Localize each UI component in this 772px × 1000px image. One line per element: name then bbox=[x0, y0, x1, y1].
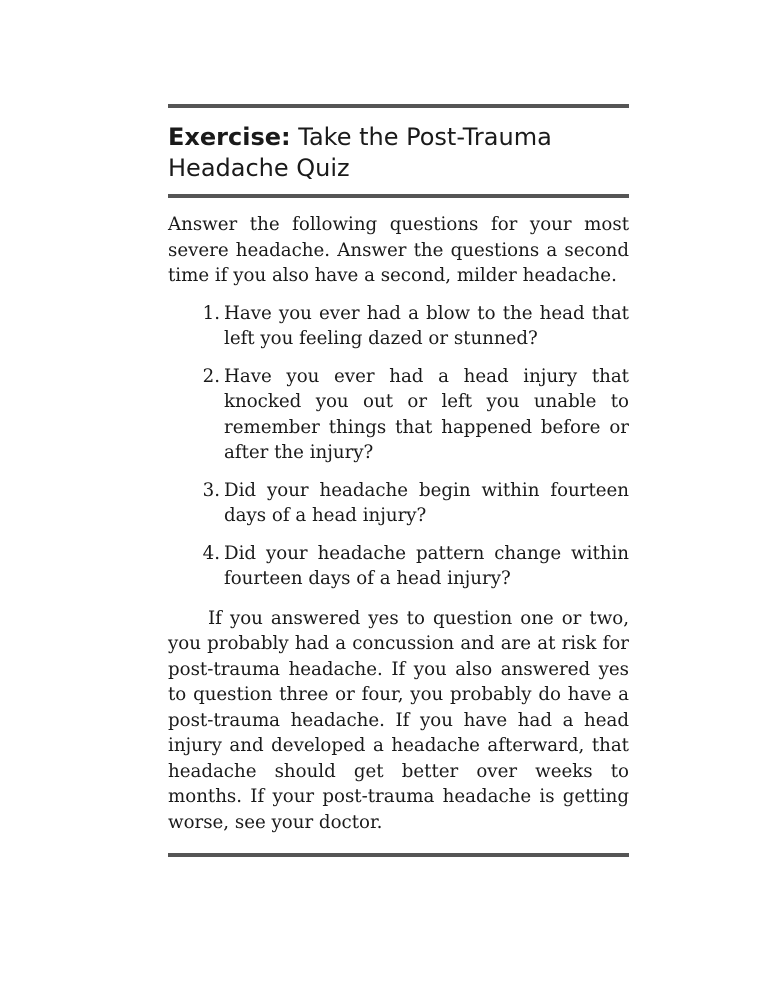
exercise-heading bbox=[168, 122, 629, 184]
question-number: 1. bbox=[202, 302, 220, 324]
question-list bbox=[168, 301, 629, 592]
heading-rule bbox=[168, 194, 629, 198]
question-text: Did your headache pattern change within fourteen days of a head injury? bbox=[224, 542, 629, 589]
question-text: Have you ever had a blow to the head that left you feeling dazed or stunned? bbox=[224, 302, 629, 349]
exercise-box bbox=[168, 104, 629, 857]
bottom-rule bbox=[168, 853, 629, 857]
exercise-body bbox=[168, 212, 629, 835]
question-number: 2. bbox=[202, 365, 220, 387]
top-rule bbox=[168, 104, 629, 108]
question-item bbox=[168, 364, 629, 466]
conclusion-paragraph: If you answered yes to question one or two, you probably had a concussion and are at risk for post-trauma headache. If you also answered yes to question three or four, you probably do have a post-trauma headache. If you have had a head injury and developed a headache afterward, that headache should get better over weeks to months. If your post-trauma headache is getting worse, see your doctor. bbox=[168, 607, 629, 833]
exercise-title: Take the Post-Trauma Headache Quiz bbox=[168, 123, 552, 182]
question-item bbox=[168, 478, 629, 529]
question-item bbox=[168, 301, 629, 352]
intro-paragraph: Answer the following questions for your most severe headache. Answer the questions a second time if you also have a second, milder headache. bbox=[168, 214, 629, 286]
question-number: 3. bbox=[202, 479, 220, 501]
question-text: Did your headache begin within fourteen days of a head injury? bbox=[224, 479, 629, 526]
question-item bbox=[168, 541, 629, 592]
exercise-label: Exercise: bbox=[168, 123, 291, 151]
question-text: Have you ever had a head injury that knocked you out or left you unable to remember things that happened before or after the injury? bbox=[224, 365, 629, 463]
question-number: 4. bbox=[202, 542, 220, 564]
